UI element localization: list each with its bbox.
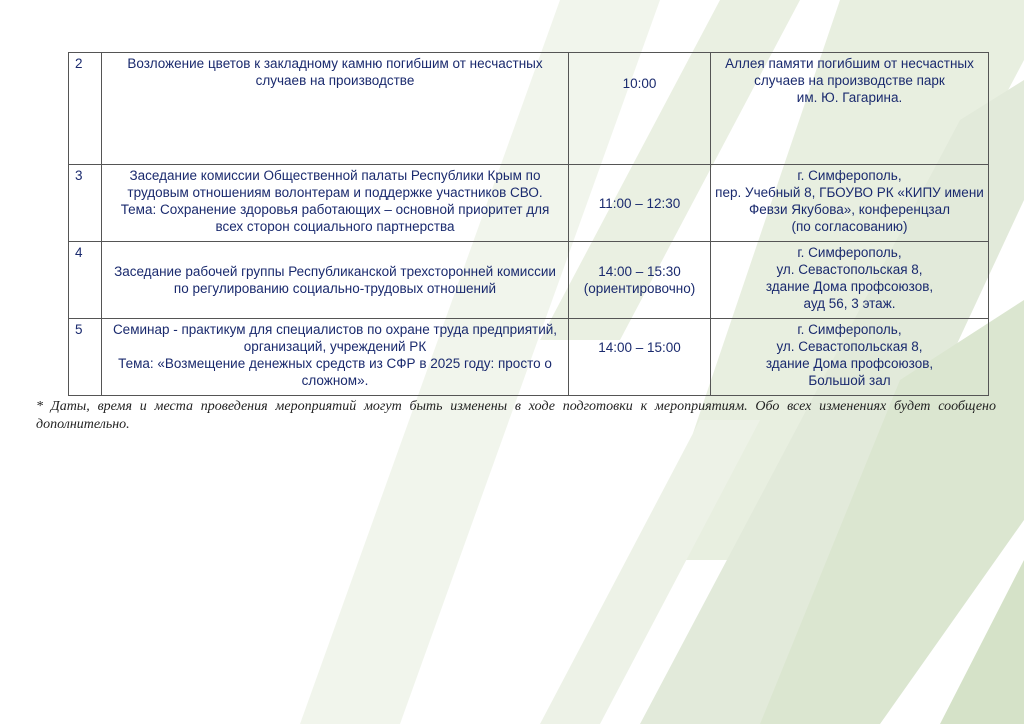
time-line: 14:00 – 15:30 xyxy=(598,264,681,279)
place-line: г. Симферополь, xyxy=(797,168,902,183)
time-cell xyxy=(569,165,711,242)
row-number: 2 xyxy=(69,53,102,165)
place-line: здание Дома профсоюзов, xyxy=(765,356,934,371)
place-cell xyxy=(711,242,989,319)
place-line: ул. Севастопольская 8, xyxy=(776,262,923,277)
event-cell xyxy=(102,53,569,165)
event-line: Заседание комиссии Общественной палаты Республики Крым по xyxy=(129,168,541,183)
time-line: 10:00 xyxy=(622,76,657,91)
place-cell xyxy=(711,53,989,165)
place-line: (по согласованию) xyxy=(791,219,908,234)
table-row xyxy=(69,53,989,165)
event-cell xyxy=(102,242,569,319)
time-cell xyxy=(569,319,711,396)
event-line: организаций, учреждений РК xyxy=(243,339,427,354)
time-line: (ориентировочно) xyxy=(583,281,696,296)
place-line: ауд 56, 3 этаж. xyxy=(803,296,896,311)
schedule-table xyxy=(68,52,989,396)
event-line: Возложение цветов к закладному камню погибшим от несчастных xyxy=(127,56,543,71)
place-line: случаев на производстве парк xyxy=(754,73,945,88)
time-line: 11:00 – 12:30 xyxy=(598,195,681,211)
time-cell xyxy=(569,242,711,319)
place-line: г. Симферополь, xyxy=(797,322,902,337)
event-line: Заседание рабочей группы Республиканской трехсторонней комиссии xyxy=(114,264,556,279)
place-line: Аллея памяти погибшим от несчастных xyxy=(725,56,974,71)
place-cell xyxy=(711,319,989,396)
event-line: по регулированию социально-трудовых отношений xyxy=(173,281,497,296)
place-line: им. Ю. Гагарина. xyxy=(796,90,903,105)
schedule-body xyxy=(69,53,989,396)
event-line: Тема: «Возмещение денежных средств из СФР в 2025 году: просто о xyxy=(118,356,552,371)
table-row xyxy=(69,165,989,242)
row-number: 3 xyxy=(69,165,102,242)
row-number: 5 xyxy=(69,319,102,396)
time-line: 14:00 – 15:00 xyxy=(598,340,681,355)
place-line: пер. Учебный 8, ГБОУВО РК «КИПУ имени xyxy=(715,185,984,200)
event-line: случаев на производстве xyxy=(255,73,415,88)
event-cell xyxy=(102,165,569,242)
footnote: * Даты, время и места проведения мероприятий могут быть изменены в ходе подготовки к мероприятиям. Обо всех изменениях будет сообщено дополнительно. xyxy=(36,399,996,432)
place-line: Февзи Якубова», конференцзал xyxy=(748,202,951,217)
place-line: ул. Севастопольская 8, xyxy=(776,339,923,354)
event-line: Тема: Сохранение здоровья работающих – основной приоритет для xyxy=(120,202,550,217)
event-line: сложном». xyxy=(301,373,369,388)
time-cell xyxy=(569,53,711,165)
event-line: всех сторон социального партнерства xyxy=(215,219,455,234)
event-cell xyxy=(102,319,569,396)
event-line: Семинар - практикум для специалистов по охране труда предприятий, xyxy=(112,322,558,337)
place-line: здание Дома профсоюзов, xyxy=(765,279,934,294)
table-row xyxy=(69,319,989,396)
place-line: г. Симферополь, xyxy=(797,245,902,260)
table-row xyxy=(69,242,989,319)
place-cell xyxy=(711,165,989,242)
place-line: Большой зал xyxy=(808,373,891,388)
event-line: трудовым отношениям волонтерам и поддержке участников СВО. xyxy=(127,185,543,200)
row-number: 4 xyxy=(69,242,102,319)
